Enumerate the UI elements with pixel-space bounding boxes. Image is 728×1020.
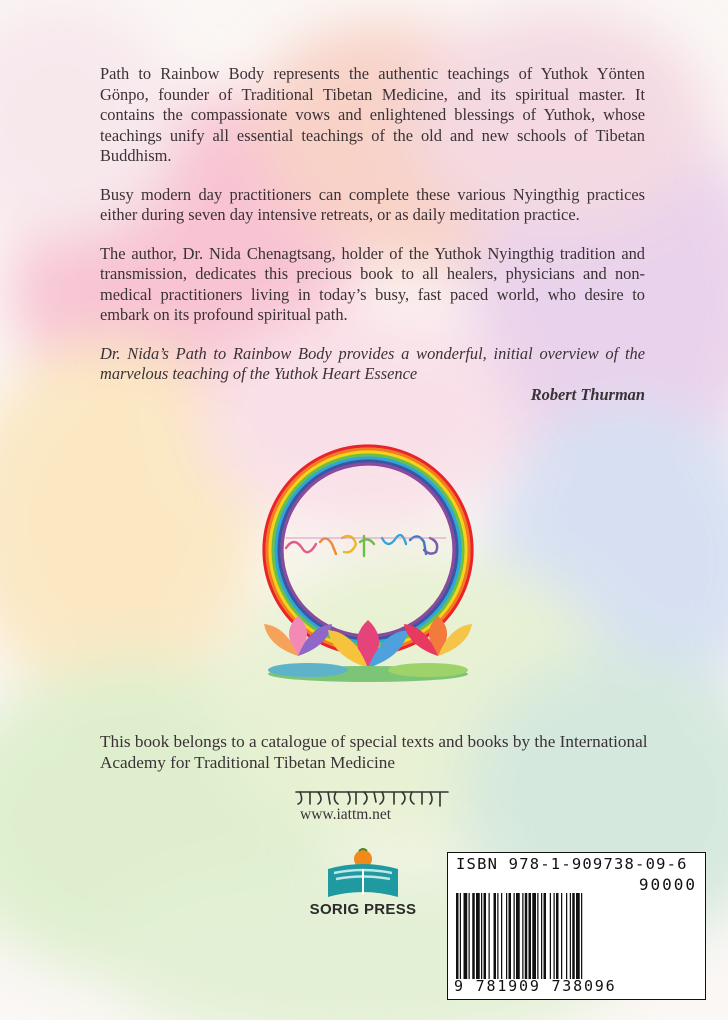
isbn-label: ISBN 978-1-909738-09-6 (456, 855, 688, 873)
isbn-barcode (447, 852, 706, 1000)
ean-digits: 9 781909 738096 (454, 977, 617, 995)
sorig-press-logo (298, 847, 428, 922)
endorsement-quote: Dr. Nida’s Path to Rainbow Body provides a wonderful, initial overview of the marvelous teaching of the Yuthok Heart Essence (100, 343, 645, 383)
website-link[interactable]: www.iattm.net (300, 806, 392, 823)
blurb-paragraph-2: Busy modern day practitioners can complete these various Nyingthig practices either during seven day intensive retreats, or as daily meditation practice. (100, 184, 645, 224)
blurb-paragraph-1: Path to Rainbow Body represents the authentic teachings of Yuthok Yönten Gönpo, founder of Traditional Tibetan Medicine, and its spiritual master. It contains the compassionate vows and enlightened blessings of Yuthok, whose teachings unify all essential teachings of the old and new schools of Tibetan Buddhism. (100, 64, 645, 165)
sorig-press-book-logo-icon (298, 847, 428, 903)
price-code: 90000 (638, 875, 697, 894)
publisher-name: SORIG PRESS (309, 901, 417, 918)
rainbow-circle-with-lotus-icon (238, 438, 500, 684)
endorsement-author: Robert Thurman (530, 384, 645, 404)
tibetan-script-line (292, 786, 452, 808)
barcode-icon (456, 893, 696, 979)
catalogue-note: This book belongs to a catalogue of special texts and books by the International Academy for Traditional Tibetan Medicine (100, 732, 648, 772)
back-cover-blurb (100, 64, 645, 405)
blurb-paragraph-3: The author, Dr. Nida Chenagtsang, holder of the Yuthok Nyingthig tradition and transmission, dedicates this precious book to all healers, physicians and non-medical practitioners living in today’s busy, fast paced world, who desire to embark on its profound spiritual path. (100, 243, 645, 324)
